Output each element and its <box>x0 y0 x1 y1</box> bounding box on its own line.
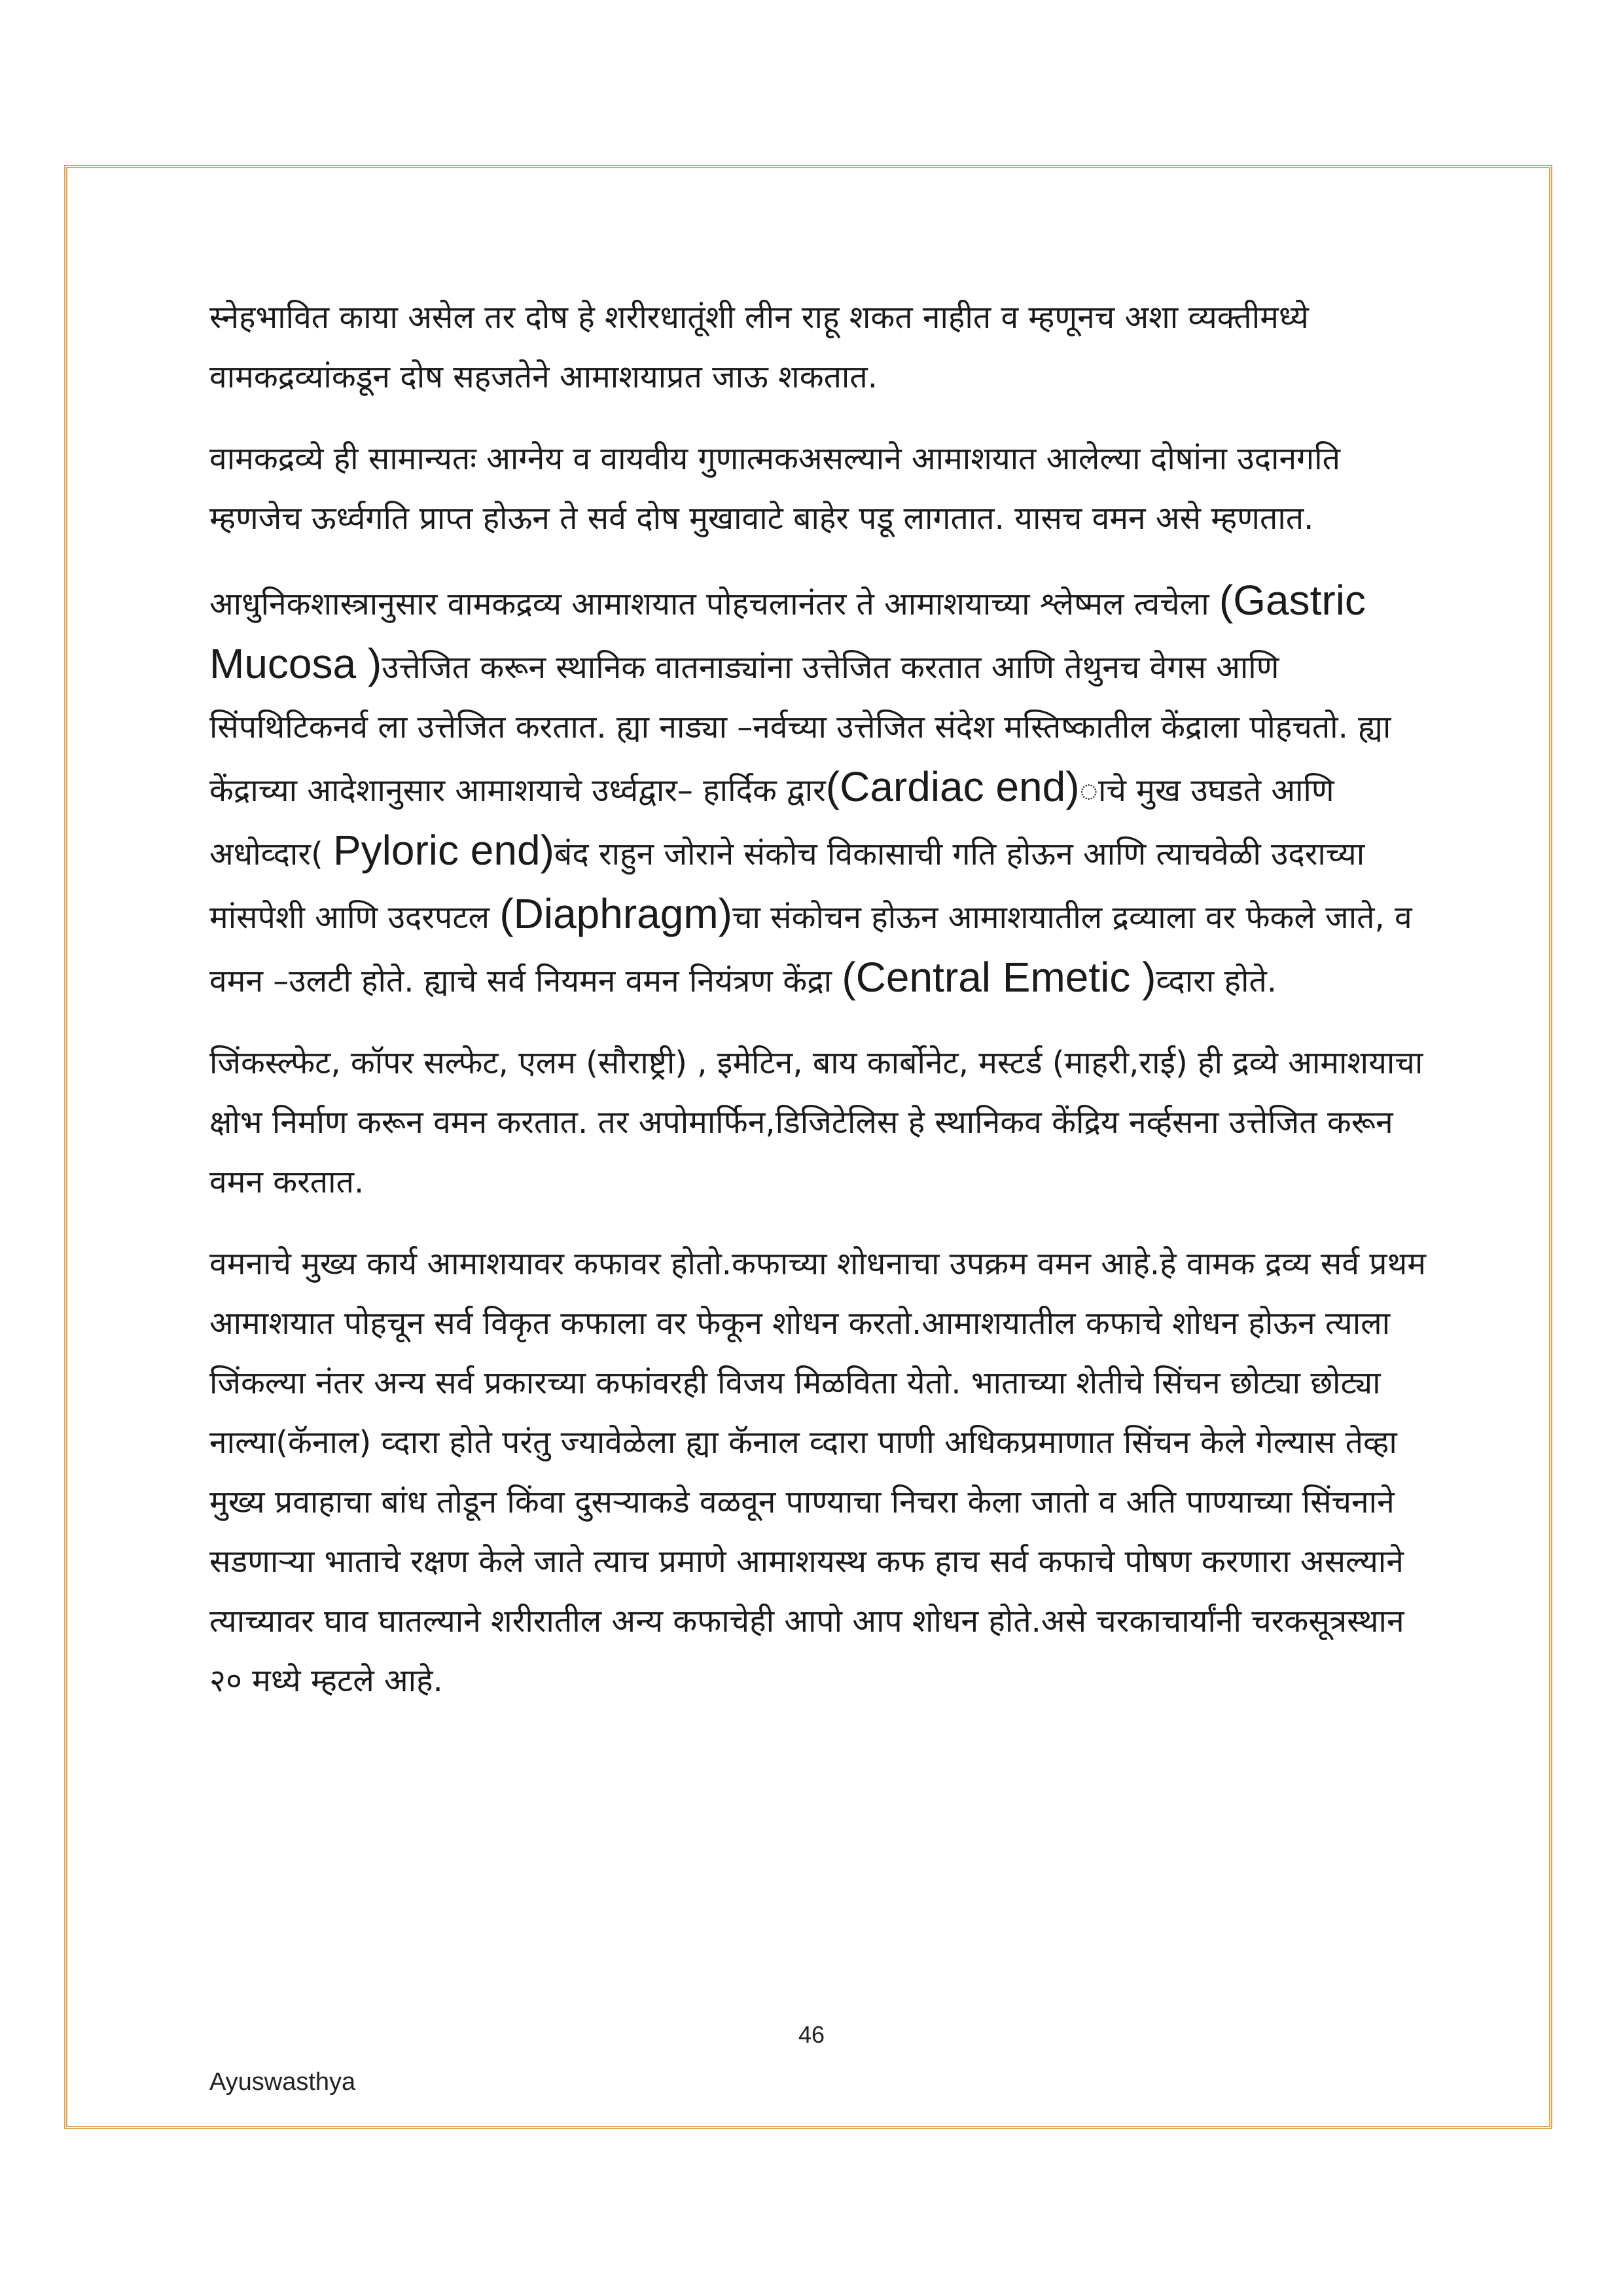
paragraph-3 <box>209 571 1433 1011</box>
term-diaphragm: (Diaphragm) <box>499 890 732 937</box>
term-gastric-mucosa: (Gastric Mucosa ) <box>209 577 1366 687</box>
paragraph-5: वमनाचे मुख्य कार्य आमाशयावर कफावर होतो.कफाच्या शोधनाचा उपक्रम वमन आहे.हे वामक द्रव्य सर्व प्रथम आमाशयात पोहचून सर्व विकृत कफाला वर फेकून शोधन करतो.आमाशयातील कफाचे शोधन होऊन त्याला जिंकल्या नंतर अन्य सर्व प्रकारच्या कफांवरही विजय मिळविता येतो. भाताच्या शेतीचे सिंचन छोट्या छोट्या नाल्या(कॅनाल) व्दारा होते परंतु ज्यावेळेला ह्या कॅनाल व्दारा पाणी अधिकप्रमाणात सिंचन केले गेल्यास तेव्हा मुख्य प्रवाहाचा बांध तोडून किंवा दुसऱ्याकडे वळवून पाण्याचा निचरा केला जातो व अति पाण्याच्या सिंचनाने सडणाऱ्या भाताचे रक्षण केले जाते त्याच प्रमाणे आमाशयस्थ कफ हाच सर्व कफाचे पोषण करणारा असल्याने त्याच्यावर घाव घातल्याने शरीरातील अन्य कफाचेही आपो आप शोधन होते.असे चरकाचार्यांनी चरकसूत्रस्थान २० मध्ये म्हटले आहे. <box>209 1246 1426 1699</box>
paragraph-3-text: बंद राहुन जोराने संकोच विकासाची गति होऊन आणि त्याचवेळी उदराच्या मांसपेशी आणि उदरपटल <box>209 836 1365 936</box>
paragraph-3-text: आधुनिकशास्त्रानुसार वामकद्रव्य आमाशयात पोहचलानंतर ते आमाशयाच्या श्लेष्मल त्वचेला <box>209 586 1219 622</box>
term-pyloric-end: Pyloric end) <box>332 827 554 874</box>
paragraph-3-text: उत्तेजित करून स्थानिक वातनाड्यांना उत्तेजित करतात आणि तेथुनच वेगस आणि सिंपथिटिकनर्व ला उत्तेजित करतात. ह्या नाड्या –नर्वच्या उत्तेजित संदेश मस्तिष्कातील केंद्राला पोहचतो. ह्या केंद्राच्या आदेशानुसार आमाशयाचे उर्ध्वद्वार– हार्दिक द्वार <box>209 649 1391 809</box>
paragraph-4: जिंकस्ल्फेट, कॉपर सल्फेट, एलम (सौराष्ट्री) , इमेटिन, बाय कार्बोनेट, मस्टर्ड (माहरी,राई) ही द्रव्ये आमाशयाचा क्षोभ निर्माण करून वमन करतात. तर अपोमार्फिन,डिजिटेलिस हे स्थानिकव केंद्रिय नर्व्हसना उत्तेजित करून वमन करतात. <box>209 1045 1423 1200</box>
paragraph-3-text: ाचे मुख उघडते आणि अधोव्दार( <box>209 772 1334 872</box>
paragraph-3-text: चा संकोचन होऊन आमाशयातील द्रव्याला वर फेकले जाते, व वमन –उलटी होते. ह्याचे सर्व नियमन वमन नियंत्रण केंद्रा <box>209 899 1412 999</box>
paragraph-2: वामकद्रव्ये ही सामान्यतः आग्नेय व वायवीय गुणात्मकअसल्याने आमाशयात आलेल्या दोषांना उदानगति म्हणजेच ऊर्ध्वगति प्राप्त होऊन ते सर्व दोष मुखावाटे बाहेर पडू लागतात. यासच वमन असे म्हणतात. <box>209 440 1340 537</box>
term-cardiac-end: (Cardiac end) <box>825 763 1080 810</box>
term-central-emetic: (Central Emetic ) <box>842 954 1156 1001</box>
paragraph-3-text: व्दारा होते. <box>1156 963 1277 999</box>
document-body <box>209 288 1433 1733</box>
footer-text: Ayuswasthya <box>209 2068 356 2096</box>
page-number: 46 <box>798 2021 825 2048</box>
paragraph-1: स्नेहभावित काया असेल तर दोष हे शरीरधातूंशी लीन राहू शकत नाहीत व म्हणूनच अशा व्यक्तीमध्ये वामकद्रव्यांकडून दोष सहजतेने आमाशयाप्रत जाऊ शकतात. <box>209 299 1309 395</box>
